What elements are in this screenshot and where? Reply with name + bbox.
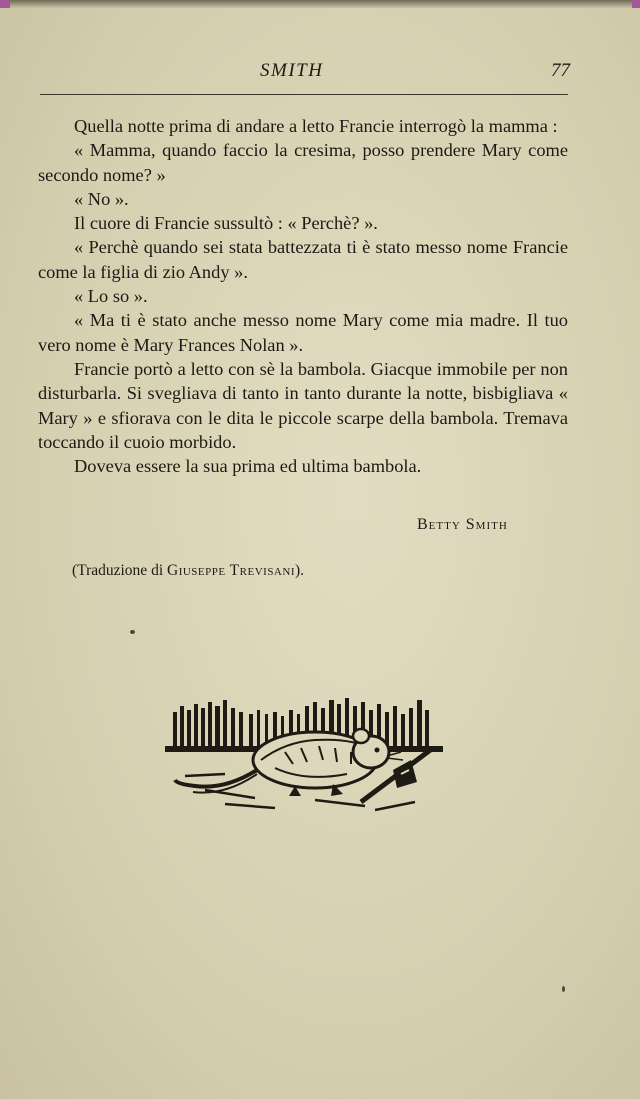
page-top-edge	[0, 0, 640, 8]
page-number: 77	[551, 60, 570, 81]
ink-speck	[130, 630, 135, 634]
page-corner-mark	[0, 0, 10, 8]
body-text	[38, 114, 568, 478]
paragraph: Il cuore di Francie sussultò : « Perchè? ».	[74, 213, 378, 234]
paragraph: « Lo so ».	[74, 286, 148, 307]
running-title: SMITH	[260, 60, 324, 81]
paragraph: Francie portò a letto con sè la bambola. Giacque immobile per non disturbarla. Si svegliava di tanto in tanto durante la notte, bisbigliava « Mary » e sfiorava con le dita le piccole scarpe della bambola. Tremava toccando il cuoio morbido.	[38, 358, 568, 452]
ink-speck	[562, 986, 565, 992]
mouse-woodcut-illustration	[165, 690, 443, 822]
paragraph: Doveva essere la sua prima ed ultima bambola.	[74, 456, 422, 477]
paragraph: « No ».	[74, 188, 129, 209]
paragraph: « Mamma, quando faccio la cresima, posso prendere Mary come secondo nome? »	[38, 140, 568, 185]
credit-prefix: (Traduzione di	[72, 562, 167, 579]
translator-name: Giuseppe Trevisani	[167, 562, 295, 579]
page-header	[40, 58, 570, 88]
paragraph: Quella notte prima di andare a letto Francie interrogò la mamma :	[74, 116, 558, 136]
header-rule	[40, 94, 568, 95]
page-corner-mark-right	[632, 0, 640, 8]
translation-credit	[72, 562, 304, 580]
paragraph: « Ma ti è stato anche messo nome Mary come mia madre. Il tuo vero nome è Mary Frances Nolan ».	[38, 310, 568, 355]
credit-suffix: ).	[295, 562, 305, 579]
author-signature: Betty Smith	[417, 516, 508, 533]
paragraph: « Perchè quando sei stata battezzata ti è stato messo nome Francie come la figlia di zio Andy ».	[38, 237, 568, 282]
